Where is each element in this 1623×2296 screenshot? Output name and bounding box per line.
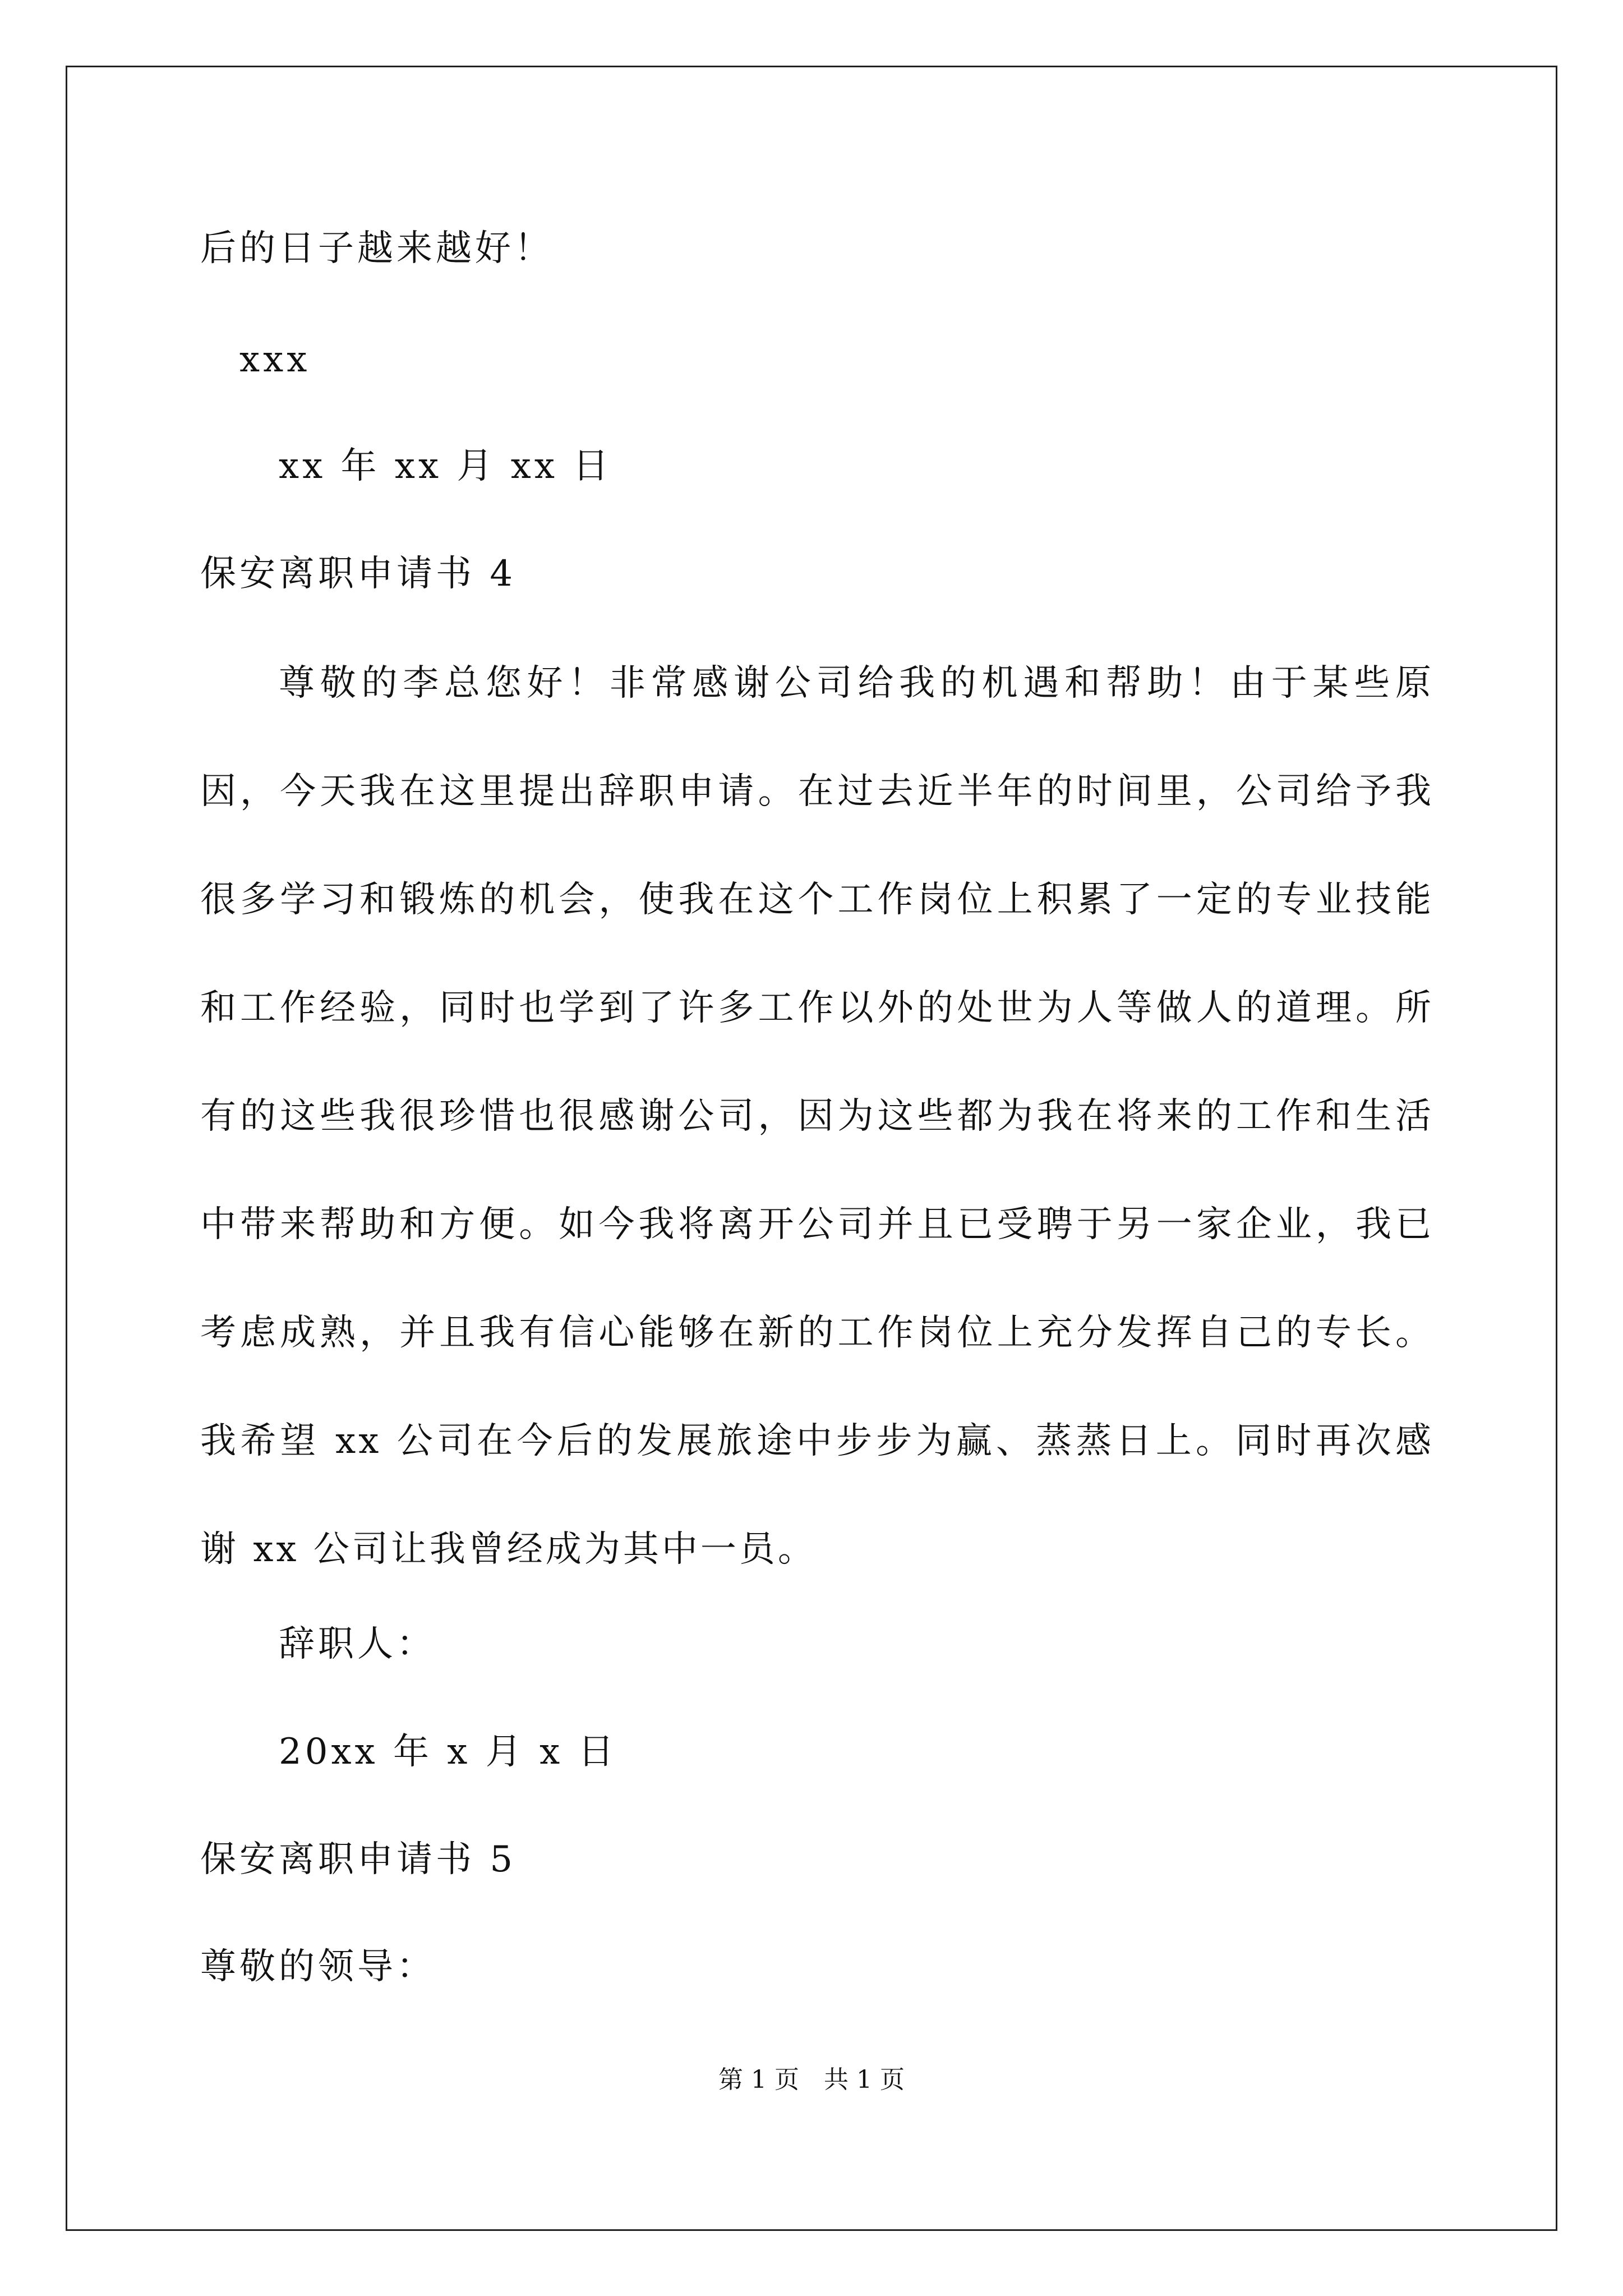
closing-line: 后的日子越来越好！ <box>200 228 554 269</box>
resignation-paragraph: 尊敬的李总您好！非常感谢公司给我的机遇和帮助！由于某些原因，今天我在这里提出辞职申请。在过去近半年的时间里，公司给予我很多学习和锻炼的机会，使我在这个工作岗位上积累了一定的专业技能和工作经验，同时也学到了许多工作以外的处世为人等做人的道理。所有的这些我很珍惜也很感谢公司，因为这些都为我在将来的工作和生活中带来帮助和方便。如今我将离开公司并且已受聘于另一家企业，我已考虑成熟，并且我有信心能够在新的工作岗位上充分发挥自己的专长。我希望 xx 公司在今后的发展旅途中步步为赢、蒸蒸日上。同时再次感谢 xx 公司让我曾经成为其中一员。 <box>200 662 1434 1570</box>
section-heading-5: 保安离职申请书 5 <box>200 1839 517 1880</box>
page-footer: 第 1 页 共 1 页 <box>718 2065 905 2094</box>
signature-name: xxx <box>239 339 311 380</box>
resigner-label: 辞职人： <box>279 1623 436 1665</box>
resignation-date: 20xx 年 x 月 x 日 <box>279 1731 617 1773</box>
salutation: 尊敬的领导： <box>200 1946 436 1987</box>
section-heading-4: 保安离职申请书 4 <box>200 553 517 595</box>
signature-date: xx 年 xx 月 xx 日 <box>279 445 612 487</box>
